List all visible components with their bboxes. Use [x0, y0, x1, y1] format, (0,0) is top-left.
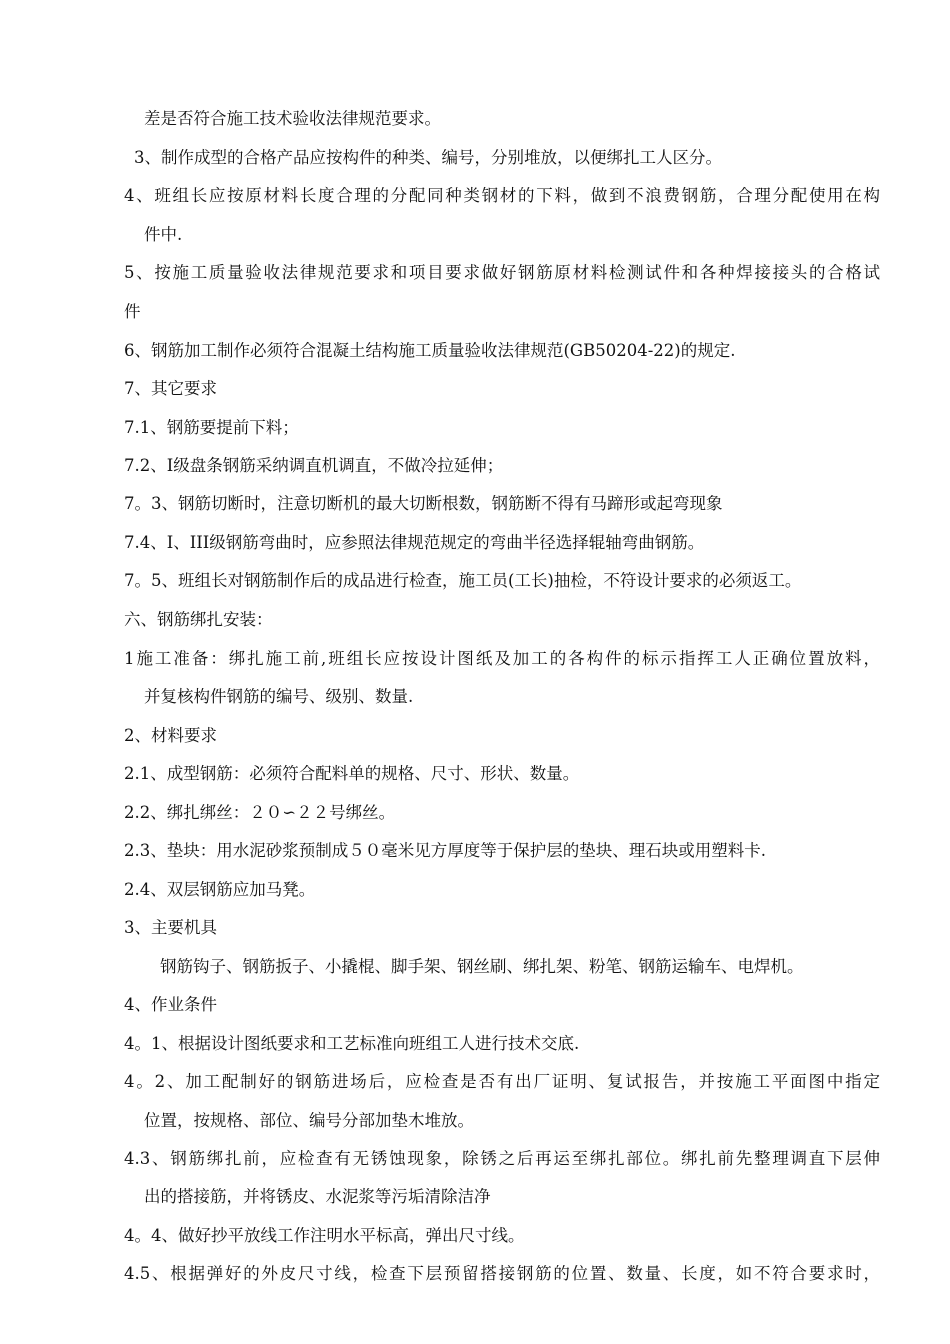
text-line: 4。1、根据设计图纸要求和工艺标准向班组工人进行技术交底.: [124, 1034, 580, 1053]
text-line: 3、主要机具: [124, 918, 217, 937]
text-line: 4、班组长应按原材料长度合理的分配同种类钢材的下料，做到不浪费钢筋，合理分配使用在构: [124, 186, 880, 205]
text-line: 7.1、钢筋要提前下料；: [124, 418, 299, 437]
text-line: 3、制作成型的合格产品应按构件的种类、编号，分别堆放，以便绑扎工人区分。: [134, 148, 722, 167]
text-line: 5、按施工质量验收法律规范要求和项目要求做好钢筋原材料检测试件和各种焊接接头的合格试: [124, 263, 880, 282]
text-line: 件: [124, 302, 141, 321]
text-line: 7.4、I、III级钢筋弯曲时，应参照法律规范规定的弯曲半径选择辊轴弯曲钢筋。: [124, 533, 705, 552]
text-line: 7、其它要求: [124, 379, 217, 398]
text-line: 4.5、根据弹好的外皮尺寸线，检查下层预留搭接钢筋的位置、数量、长度，如不符合要求时，: [124, 1264, 880, 1283]
text-line: 出的搭接筋，并将锈皮、水泥浆等污垢清除洁净: [144, 1187, 491, 1206]
text-line: 并复核构件钢筋的编号、级别、数量.: [144, 687, 414, 706]
text-line: 4、作业条件: [124, 995, 217, 1014]
text-line: 1施工准备：绑扎施工前,班组长应按设计图纸及加工的各构件的标示指挥工人正确位置放料，: [124, 649, 880, 668]
text-line: 2.4、双层钢筋应加马凳。: [124, 880, 316, 899]
text-line: 2.1、成型钢筋：必须符合配料单的规格、尺寸、形状、数量。: [124, 764, 580, 783]
text-line: 4.3、钢筋绑扎前，应检查有无锈蚀现象，除锈之后再运至绑扎部位。绑扎前先整理调直下层伸: [124, 1149, 880, 1168]
text-line: 6、钢筋加工制作必须符合混凝土结构施工质量验收法律规范(GB50204-22)的规定.: [124, 341, 736, 360]
text-line: 7。3、钢筋切断时，注意切断机的最大切断根数，钢筋断不得有马蹄形或起弯现象: [124, 494, 723, 513]
text-line: 位置，按规格、部位、编号分部加垫木堆放。: [144, 1111, 474, 1130]
text-line: 4。2、加工配制好的钢筋进场后，应检查是否有出厂证明、复试报告，并按施工平面图中指定: [124, 1072, 880, 1091]
text-line: 2、材料要求: [124, 726, 217, 745]
text-line: 差是否符合施工技术验收法律规范要求。: [144, 109, 441, 128]
text-line: 2.2、绑扎绑丝：２０∽２２号绑丝。: [124, 803, 396, 822]
text-line: 钢筋钩子、钢筋扳子、小撬棍、脚手架、钢丝刷、绑扎架、粉笔、钢筋运输车、电焊机。: [160, 957, 804, 976]
section-heading: 六、钢筋绑扎安装：: [124, 610, 273, 629]
text-line: 2.3、垫块：用水泥砂浆预制成５０毫米见方厚度等于保护层的垫块、理石块或用塑料卡.: [124, 841, 766, 860]
text-line: 件中.: [144, 225, 183, 244]
text-line: 4。4、做好抄平放线工作注明水平标高，弹出尺寸线。: [124, 1226, 525, 1245]
text-line: 7。5、班组长对钢筋制作后的成品进行检查，施工员(工长)抽检，不符设计要求的必须返工。: [124, 571, 802, 590]
text-line: 7.2、I级盘条钢筋采纳调直机调直，不做冷拉延伸；: [124, 456, 504, 475]
